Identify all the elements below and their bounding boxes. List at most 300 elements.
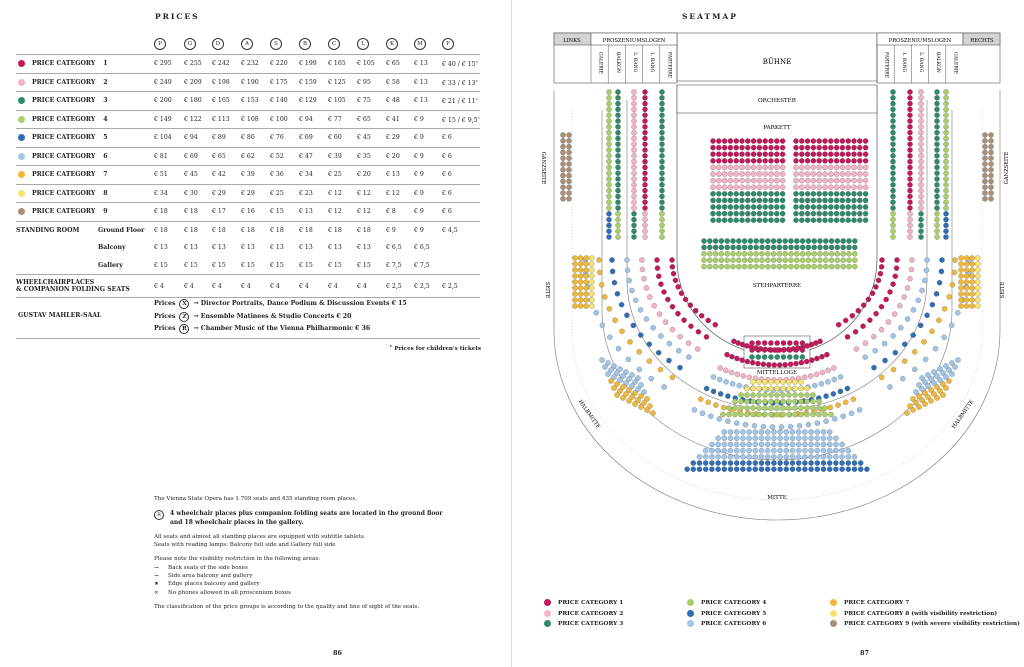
parkett-label: PARKETT [763, 125, 791, 131]
seat [799, 171, 804, 176]
seat [728, 171, 733, 176]
seat [774, 178, 779, 183]
price-table [16, 34, 480, 298]
seat [846, 191, 851, 196]
seat [683, 297, 688, 302]
seat [821, 454, 826, 459]
seat [907, 136, 912, 141]
price-value: € 9 [414, 189, 424, 197]
seat [709, 460, 714, 465]
seat [606, 89, 611, 94]
seat [815, 454, 820, 459]
restriction-item [154, 564, 484, 572]
right-proscenium-boxes [877, 33, 1000, 83]
seat [638, 404, 643, 409]
price-cell [386, 203, 414, 222]
seat [970, 297, 975, 302]
price-value: € 6,5 [386, 244, 402, 252]
seat [890, 101, 895, 106]
seat [762, 354, 767, 359]
seat [812, 383, 817, 388]
seat [834, 152, 839, 157]
seat [719, 258, 724, 263]
seat [792, 405, 797, 410]
seat [697, 454, 702, 459]
seat [774, 405, 779, 410]
seat [589, 255, 594, 260]
seat [798, 399, 803, 404]
seat [857, 152, 862, 157]
seat [594, 310, 599, 315]
seat [627, 278, 632, 283]
seat [748, 264, 753, 269]
seat [893, 350, 898, 355]
price-value: € 23 [299, 189, 313, 197]
price-value: € 129 [299, 97, 317, 105]
category-cell [16, 110, 154, 129]
seat [806, 238, 811, 243]
mahler-line [154, 311, 407, 324]
seat [578, 291, 583, 296]
seat [829, 264, 834, 269]
seat [894, 257, 899, 262]
price-cell [212, 110, 241, 129]
price-cell [442, 184, 480, 203]
category-number: 4 [103, 115, 108, 123]
seat [799, 204, 804, 209]
info-block [154, 495, 484, 611]
seat [771, 238, 776, 243]
price-value: € 105 [357, 60, 375, 68]
seat [923, 357, 928, 362]
seat [710, 158, 715, 163]
seat [665, 297, 670, 302]
price-value: € 4 [212, 282, 222, 290]
seat [852, 238, 857, 243]
seat [707, 258, 712, 263]
seat [798, 386, 803, 391]
seat [833, 448, 838, 453]
seat [799, 158, 804, 163]
seat [640, 267, 645, 272]
seat [800, 245, 805, 250]
seat [757, 145, 762, 150]
seat [768, 185, 773, 190]
seat [843, 318, 848, 323]
seat [827, 442, 832, 447]
price-value: € 16 [241, 208, 255, 216]
seat [761, 362, 766, 367]
seat [879, 375, 884, 380]
seat [817, 238, 822, 243]
seat [821, 429, 826, 434]
seat [907, 124, 912, 129]
seat [739, 185, 744, 190]
seat [964, 279, 969, 284]
seat [768, 405, 773, 410]
seat [768, 340, 773, 345]
seat [958, 255, 963, 260]
ganzseite-right-label: GANZSEITE [1004, 151, 1010, 185]
seat [642, 234, 647, 239]
seat [659, 142, 664, 147]
seat [846, 454, 851, 459]
seat [982, 132, 987, 137]
seat [804, 392, 809, 397]
seat [821, 442, 826, 447]
seat [857, 407, 862, 412]
seat [596, 257, 601, 262]
seat [734, 218, 739, 223]
seat [765, 264, 770, 269]
seat [943, 385, 948, 390]
seat [728, 191, 733, 196]
seat [631, 107, 636, 112]
seat [676, 284, 681, 289]
seat [918, 124, 923, 129]
seat [656, 274, 661, 279]
seat [670, 375, 675, 380]
seat [828, 405, 833, 410]
seat [825, 379, 830, 384]
price-cell [328, 275, 357, 298]
seat [734, 421, 739, 426]
seat [918, 200, 923, 205]
seat [763, 138, 768, 143]
seat [611, 385, 616, 390]
seat [572, 291, 577, 296]
seat [682, 318, 687, 323]
price-cell [184, 239, 212, 257]
price-cell [184, 110, 212, 129]
seat [780, 204, 785, 209]
category-label: PRICE CATEGORY [32, 134, 96, 142]
seat [975, 297, 980, 302]
seat [964, 285, 969, 290]
seat [662, 384, 667, 389]
seat [975, 285, 980, 290]
seat [799, 178, 804, 183]
seat [799, 191, 804, 196]
mittelloge-label: MITTELLOGE [756, 370, 798, 376]
seat [958, 291, 963, 296]
seat [734, 191, 739, 196]
seat [722, 178, 727, 183]
seat [827, 448, 832, 453]
seat [736, 258, 741, 263]
price-cell [357, 166, 386, 185]
standing-cell [16, 221, 154, 239]
seat [747, 375, 752, 380]
seat [722, 191, 727, 196]
seat [751, 145, 756, 150]
seat [814, 356, 819, 361]
seat [768, 152, 773, 157]
seat [722, 138, 727, 143]
price-value: € 180 [184, 97, 202, 105]
seat [624, 313, 629, 318]
price-value: € 153 [241, 97, 259, 105]
seat [606, 194, 611, 199]
box-column-label: 1. RANG [900, 52, 906, 73]
seat [631, 101, 636, 106]
seat [707, 238, 712, 243]
price-value: € 295 [154, 60, 172, 68]
seat [771, 264, 776, 269]
price-cell [414, 110, 442, 129]
seat [606, 188, 611, 193]
seat [734, 171, 739, 176]
seat [817, 245, 822, 250]
standing-room-label: STANDING ROOM [16, 226, 80, 234]
seat [659, 136, 664, 141]
price-value: € 7,5 [414, 261, 430, 269]
seat [918, 223, 923, 228]
seat [811, 198, 816, 203]
seat [615, 130, 620, 135]
wheelchair-row [16, 275, 480, 298]
seat [780, 392, 785, 397]
seat [802, 467, 807, 472]
price-cell [241, 257, 270, 275]
seat [578, 273, 583, 278]
price-value: € 25 [328, 171, 342, 179]
seat [589, 279, 594, 284]
seat [734, 138, 739, 143]
seat [606, 107, 611, 112]
seat [840, 138, 845, 143]
price-cell [414, 73, 442, 92]
price-cell [212, 203, 241, 222]
column-head [212, 34, 241, 55]
price-cell [270, 110, 299, 129]
seat [804, 405, 809, 410]
seat [707, 245, 712, 250]
seat [805, 178, 810, 183]
seat [619, 302, 624, 307]
seat [783, 238, 788, 243]
seat [765, 454, 770, 459]
seat [824, 394, 829, 399]
seat [774, 204, 779, 209]
classification-note: The classification of the price groups is according to the quality and line of sight of the seats. [154, 603, 420, 610]
price-value: € 94 [184, 134, 198, 142]
seat [676, 348, 681, 353]
seat [631, 130, 636, 135]
seat [784, 442, 789, 447]
seat [753, 467, 758, 472]
seat [560, 132, 565, 137]
seat [802, 429, 807, 434]
seat [811, 178, 816, 183]
seat [890, 153, 895, 158]
legend-item [542, 610, 623, 621]
seat [713, 322, 718, 327]
seat [747, 429, 752, 434]
seat [809, 467, 814, 472]
seat [871, 334, 876, 339]
price-value: € 75 [357, 97, 371, 105]
seat [745, 191, 750, 196]
seat [631, 188, 636, 193]
price-value: € 4 [299, 282, 309, 290]
seat [716, 158, 721, 163]
seat [890, 282, 895, 287]
seat [763, 152, 768, 157]
seat [728, 448, 733, 453]
seat [811, 211, 816, 216]
seat [894, 266, 899, 271]
price-cell [386, 184, 414, 203]
category-cell [16, 92, 154, 111]
seat [827, 460, 832, 465]
seat [790, 467, 795, 472]
seite-left-label: SEITE [544, 281, 550, 299]
seat [710, 165, 715, 170]
price-cell [328, 129, 357, 148]
seat [757, 171, 762, 176]
seat [642, 142, 647, 147]
seat [793, 145, 798, 150]
seat [657, 311, 662, 316]
seat [924, 313, 929, 318]
seat [710, 152, 715, 157]
seat [606, 142, 611, 147]
seat [937, 280, 942, 285]
seat [615, 217, 620, 222]
seat [765, 436, 770, 441]
seat [725, 245, 730, 250]
seat [934, 118, 939, 123]
seat [713, 402, 718, 407]
seat [982, 161, 987, 166]
seat [805, 185, 810, 190]
price-value: € 15 [154, 261, 168, 269]
seat [988, 196, 993, 201]
seat [722, 211, 727, 216]
price-value: € 30 [184, 189, 198, 197]
seat [814, 372, 819, 377]
seat [606, 205, 611, 210]
price-cell [357, 203, 386, 222]
seat [584, 255, 589, 260]
seat [784, 454, 789, 459]
seat [964, 255, 969, 260]
mahler-label: GUSTAV MAHLER-SAAL [18, 312, 102, 319]
price-value: € 18 [270, 226, 284, 234]
seat [964, 267, 969, 272]
seat [812, 245, 817, 250]
seat [750, 405, 755, 410]
seat [606, 130, 611, 135]
legend-dot [687, 599, 694, 606]
seat [751, 211, 756, 216]
seat [823, 258, 828, 263]
seat [675, 311, 680, 316]
seat [606, 95, 611, 100]
seat [834, 165, 839, 170]
legend-label: PRICE CATEGORY 5 [701, 610, 767, 617]
seat [788, 258, 793, 263]
price-cell [386, 129, 414, 148]
seat [780, 165, 785, 170]
box-column-label: PARTERRE [666, 52, 672, 79]
price-cell [328, 184, 357, 203]
seat [642, 124, 647, 129]
seat [841, 245, 846, 250]
seat [783, 258, 788, 263]
wheelchair-label-2: & COMPANION FOLDING SEATS [16, 286, 130, 293]
price-value: € 9 [414, 226, 424, 234]
seat [812, 251, 817, 256]
seat [799, 165, 804, 170]
seat [783, 362, 788, 367]
price-value: € 232 [241, 60, 259, 68]
seat [863, 198, 868, 203]
seat [737, 383, 742, 388]
seat [762, 412, 767, 417]
seat [772, 362, 777, 367]
seat [897, 303, 902, 308]
seat [584, 273, 589, 278]
seat [615, 153, 620, 158]
column-head [154, 34, 184, 55]
legend-col-3 [828, 599, 1020, 631]
price-cell [184, 55, 212, 74]
seat [796, 448, 801, 453]
seat [796, 442, 801, 447]
seat [863, 145, 868, 150]
price-cell [442, 92, 480, 111]
price-value: € 52 [270, 152, 284, 160]
seat [744, 412, 749, 417]
seat [943, 124, 948, 129]
seat [857, 158, 862, 163]
seat [768, 392, 773, 397]
price-value: € 200 [154, 97, 172, 105]
seat [852, 264, 857, 269]
restriction-item [154, 589, 484, 597]
seat [719, 264, 724, 269]
seat [840, 152, 845, 157]
seat [642, 229, 647, 234]
seat [924, 257, 929, 262]
legend-label: PRICE CATEGORY 9 (with severe visibility restriction) [844, 621, 1020, 627]
price-cell [241, 147, 270, 166]
seat [739, 171, 744, 176]
seat [890, 142, 895, 147]
price-value: € 18 [154, 226, 168, 234]
page-number-right: 87 [860, 649, 870, 657]
price-cell [442, 147, 480, 166]
category-label: PRICE CATEGORY [32, 171, 96, 179]
seat [560, 156, 565, 161]
seat [835, 264, 840, 269]
seat [774, 152, 779, 157]
seat [659, 176, 664, 181]
seat [740, 358, 745, 363]
price-cell [414, 166, 442, 185]
seat [606, 182, 611, 187]
mahler-prefix: Prices [154, 300, 176, 307]
footnote-mark: c [390, 343, 393, 348]
seat [780, 211, 785, 216]
seat [934, 159, 939, 164]
seat [716, 145, 721, 150]
seat [934, 211, 939, 216]
seat [644, 285, 649, 290]
price-value: € 9 [414, 134, 424, 142]
